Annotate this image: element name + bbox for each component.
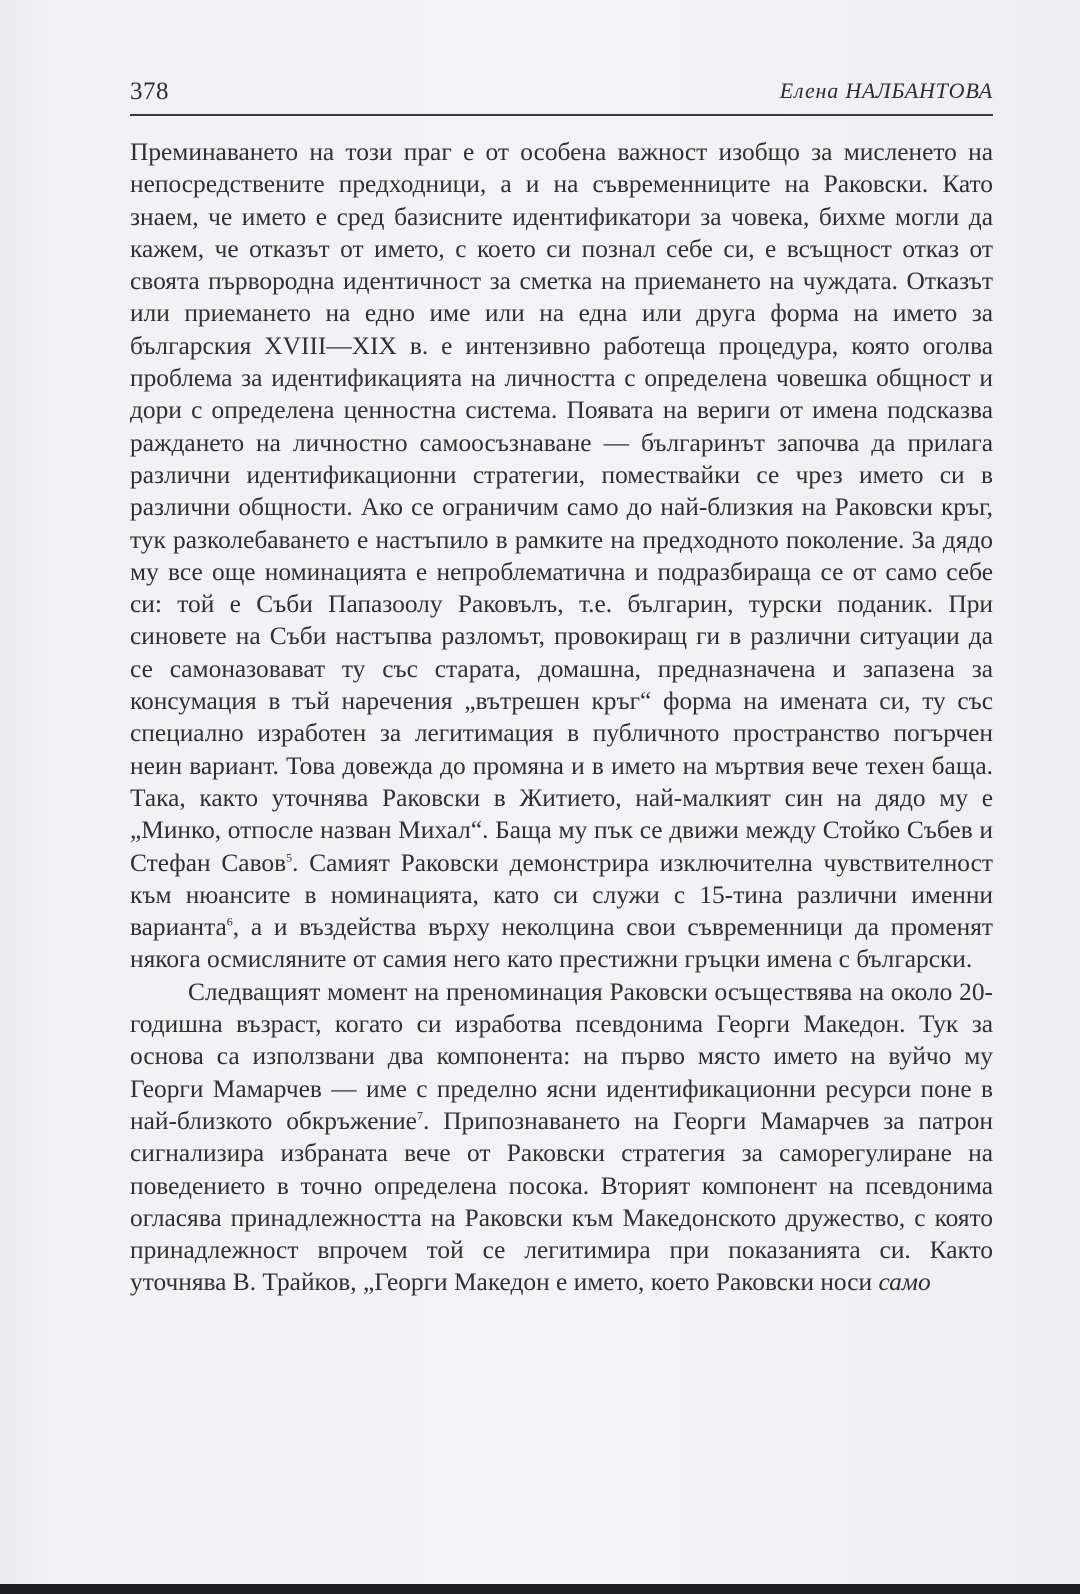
paragraph-2-text-b: . Припознаването на Георги Мамарчев за патрон сигнализира избраната вече от Раковски стратегия за саморегулиране на поведението в точно определена посока. Вторият компонент на псевдонима огласява принадлежността на Раковски към Македонското дружество, с която принадлежност впрочем той се легитимира при показанията си. Както уточнява В. Трайков, „Георги Македон е името, което Раковски носи <box>130 1106 993 1297</box>
running-head-author: Елена НАЛБАНТОВА <box>779 78 993 103</box>
body-text <box>130 136 993 1299</box>
footnote-ref-5: 5 <box>286 850 293 865</box>
footnote-ref-6: 6 <box>226 914 233 929</box>
paragraph-2 <box>130 976 993 1299</box>
paragraph-1-text-c: , а и въздейства върху неколцина свои съвременници да променят някога осмисляните от самия него като престижни гръцки имена с български. <box>130 913 993 974</box>
paragraph-2-text-a: Следващият момент на преноминация Раковски осъществява на около 20-годишна възраст, когато си изработва псевдонима Георги Македон. Тук за основа са използвани два компонента: на първо място името на вуйчо му Георги Мамарчев — име с пределно ясни идентификационни ресурси поне в най-близкото обкръжение <box>130 977 993 1135</box>
paragraph-2-italic-end: само <box>878 1268 931 1297</box>
scan-bottom-edge <box>0 1584 1080 1594</box>
paragraph-1-text-b: . Самият Раковски демонстрира изключителна чувствителност към нюансите в номинацията, като си служи с 15-тина различни именни варианта <box>130 848 994 942</box>
paragraph-1 <box>130 136 993 976</box>
footnote-ref-7: 7 <box>416 1108 423 1123</box>
paragraph-1-text-a: Преминаването на този праг е от особена важност изобщо за мисленето на непосредствените предходници, а и на съвременниците на Раковски. Като знаем, че името е сред базисните идентификатори за човека, бихме могли да кажем, че отказът от името, с което си познал себе си, е всъщност отказ от своята първородна идентичност за сметка на приемането на чуждата. Отказът или приемането на едно име или на една или друга форма на името за българския XVIII—XIX в. е интензивно работеща процедура, която оголва проблема за идентификацията на личността с определена човешка общност и дори с определена ценностна система. Появата на вериги от имена подсказва раждането на личностно самоосъзнаване — българинът започва да прилага различни идентификационни стратегии, помествайки се чрез името си в различни общности. Ако се ограничим само до най-близкия на Раковски кръг, тук разколебаването е настъпило в рамките на предходното поколение. За дядо му все още номинацията е непроблематична и подразбираща се от само себе си: той е Съби Папазоолу Раковълъ, т.е. българин, турски поданик. При синовете на Съби настъпва разломът, провокиращ ги в различни ситуации да се самоназовават ту със старата, домашна, предназначена и запазена за консумация в тъй наречения „вътрешен кръг“ форма на имената си, ту със специално изработен за легитимация в публичното пространство погърчен неин вариант. Това довежда до промяна и в името на мъртвия вече техен баща. Така, както уточнява Раковски в Житието, най-малкият син на дядо му е „Минко, отпосле назван Михал“. Баща му пък се движи между Стойко Събев и Стефан Савов <box>130 138 993 877</box>
page-number: 378 <box>130 78 169 105</box>
page-header <box>130 76 993 116</box>
